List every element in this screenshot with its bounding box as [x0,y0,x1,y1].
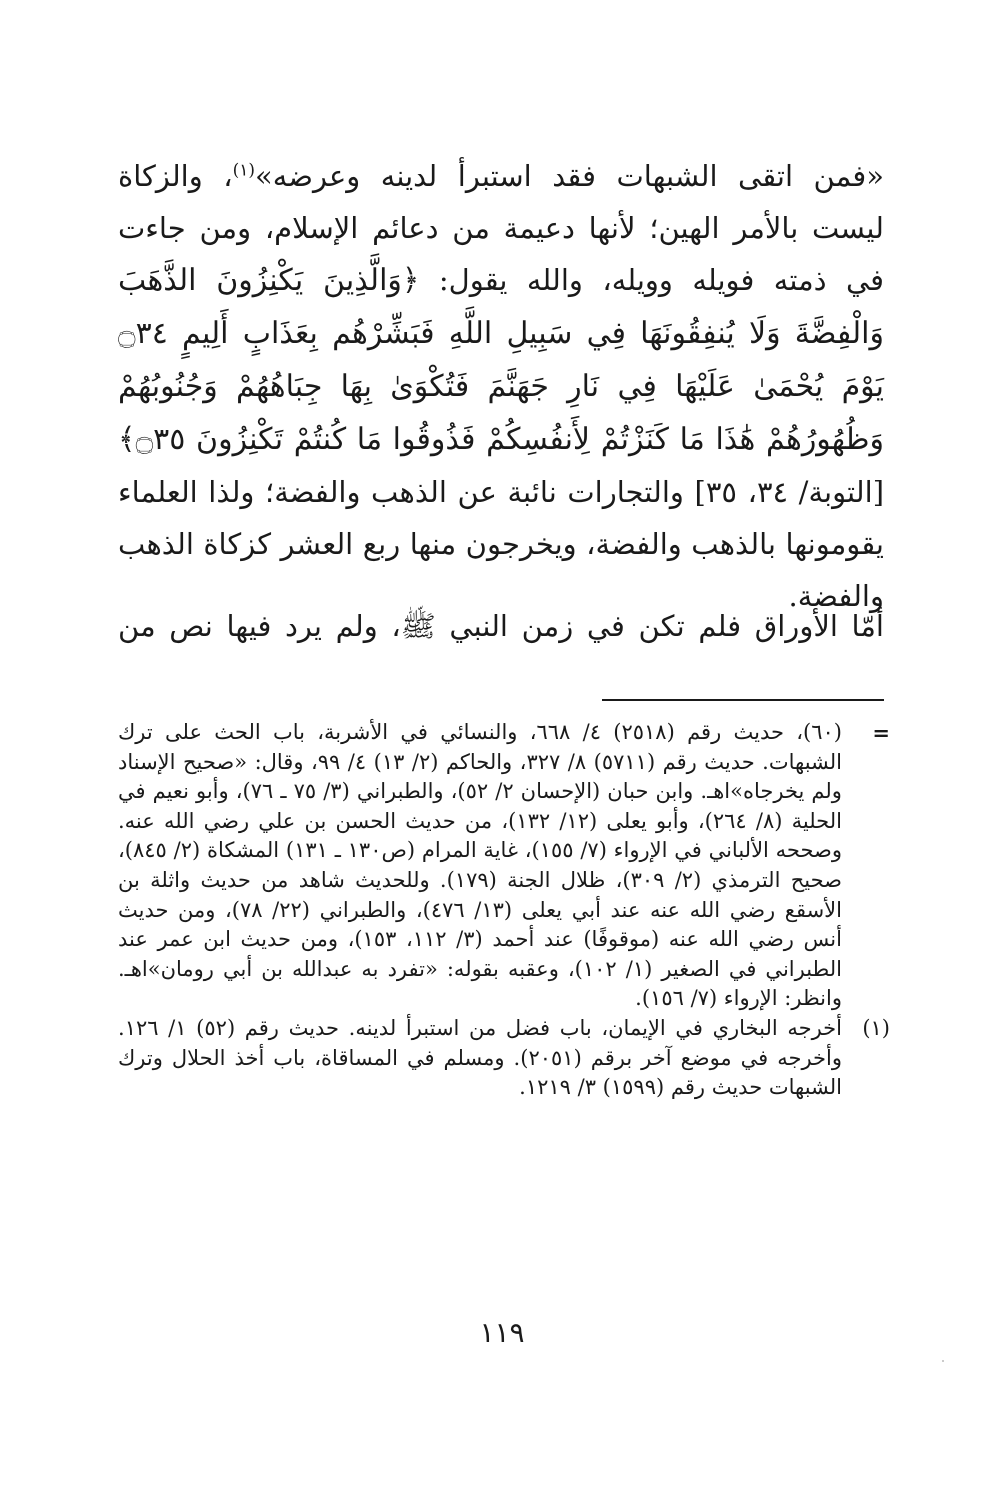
hadith-quote: «فمن اتقى الشبهات فقد استبرأ لدينه وعرضه» [255,159,884,193]
paragraph-1 [118,150,884,622]
page-number: ١١٩ [479,1316,525,1349]
footnote-divider [602,699,884,701]
paragraph-1-text: ، والزكاة ليست بالأمر الهين؛ لأنها دعيمة من دعائم الإسلام، ومن جاءت في ذمته فويله وويله، والله يقول: [118,159,884,297]
scan-speck [942,1360,944,1362]
paragraph-1-end: والتجارات نائبة عن الذهب والفضة؛ ولذا العلماء يقومونها بالذهب والفضة، ويخرجون منها ربع العشر كزكاة الذهب والفضة. [118,475,884,613]
quran-verse: ﴿وَالَّذِينَ يَكْنِزُونَ الذَّهَبَ وَالْفِضَّةَ وَلَا يُنفِقُونَهَا فِي سَبِيلِ اللَّهِ فَبَشِّرْهُم بِعَذَابٍ أَلِيمٍ ۝٣٤ يَوْمَ يُحْمَىٰ عَلَيْهَا فِي نَارِ جَهَنَّمَ فَتُكْوَىٰ بِهَا جِبَاهُهُمْ وَجُنُوبُهُمْ وَظُهُورُهُمْ هَٰذَا مَا كَنَزْتُمْ لِأَنفُسِكُمْ فَذُوقُوا مَا كُنتُمْ تَكْنِزُونَ ۝٣٥﴾ [118,263,884,457]
verse-reference: [التوبة/ ٣٤، ٣٥] [694,475,885,509]
main-paragraph [118,150,884,622]
footnote-marker: (١) [862,1015,890,1040]
footnote-continuation [118,718,890,1014]
paragraph-2: أمّا الأوراق فلم تكن في زمن النبي ﷺ، ولم يرد فيها نص من [118,609,884,643]
footnotes-section [118,718,890,1103]
footnote-text: (٦٠)، حديث رقم (٢٥١٨) ٤/ ٦٦٨، والنسائي في الأشربة، باب الحث على ترك الشبهات. حديث رقم (٥٧١١) ٨/ ٣٢٧، والحاكم (٢/ ١٣) ٤/ ٩٩، وقال: «صحيح الإسناد ولم يخرجاه»اهـ. وابن حبان (الإحسان ٢/ ٥٢)، والطبراني (٣/ ٧٥ ـ ٧٦)، وأبو نعيم في الحلية (٨/ ٢٦٤)، وأبو يعلى (١٢/ ١٣٢)، من حديث الحسن بن علي رضي الله عنه. وصححه الألباني في الإرواء (٧/ ١٥٥)، غاية المرام (ص١٣٠ ـ ١٣١) المشكاة (٢/ ٨٤٥)، صحيح الترمذي (٢/ ٣٠٩)، ظلال الجنة (١٧٩). وللحديث شاهد من حديث واثلة بن الأسقع رضي الله عنه عند أبي يعلى (١٣/ ٤٧٦)، والطبراني (٢٢/ ٧٨)، ومن حديث أنس رضي الله عنه (موقوفًا) عند أحمد (٣/ ١١٢، ١٥٣)، ومن حديث ابن عمر عند الطبراني في الصغير (١/ ١٠٢)، وعقبه بقوله: «تفرد به عبدالله بن أبي رومان»اهـ. وانظر: الإرواء (٧/ ١٥٦). [118,720,843,1011]
footnote-reference[interactable]: (١) [232,160,256,181]
footnote-text: أخرجه البخاري في الإيمان، باب فضل من استبرأ لدينه. حديث رقم (٥٢) ١/ ١٢٦. وأخرجه في موضع آخر برقم (٢٠٥١). ومسلم في المساقاة، باب أخذ الحلال وترك الشبهات حديث رقم (١٥٩٩) ٣/ ١٢١٩. [118,1015,842,1100]
footnote-1 [118,1014,890,1103]
footnote-marker: = [872,720,890,745]
